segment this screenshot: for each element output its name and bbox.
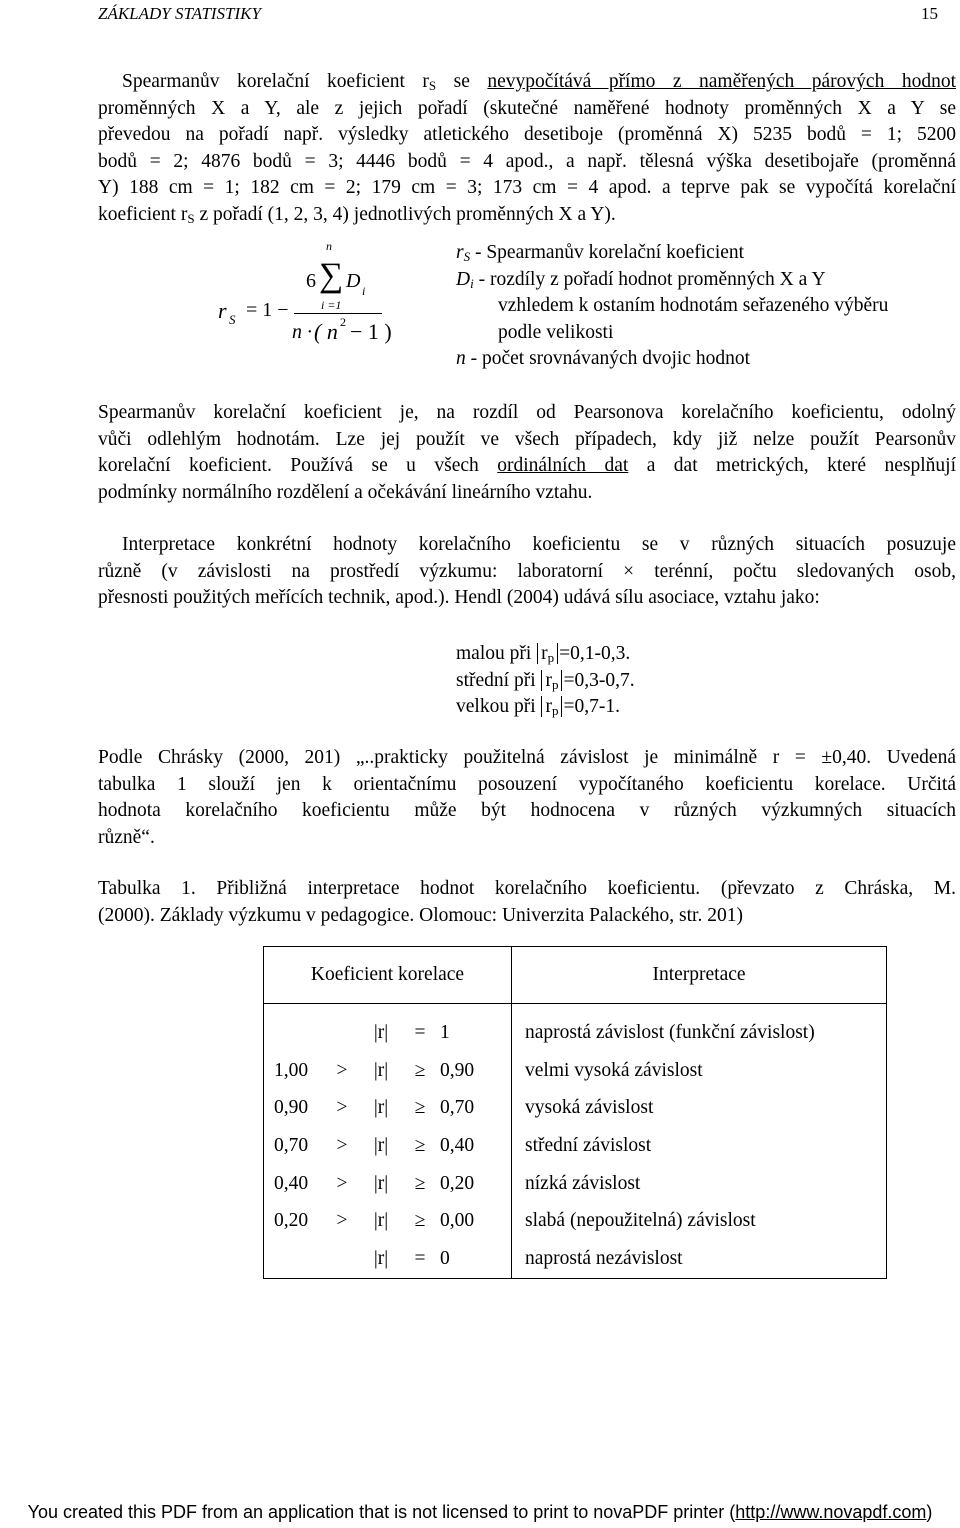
level-row: střední při $r_p =0,3-0,7$.	[456, 669, 635, 692]
text-line: korelační koeficient. Používá se u všech ordinálních dat a dat metrických, které nesplňují	[98, 455, 956, 476]
coefficient-cell: 0,70 > |r| ≥ 0,40	[264, 1127, 512, 1165]
coefficient-cell: 0,40 > |r| ≥ 0,20	[264, 1165, 512, 1203]
license-footer: You created this PDF from an application that is not licensed to print to novaPDF printer (http://www.novapdf.com)	[27, 1502, 933, 1522]
legend-row: $r_S$ - Spearmanův korelační koeficient	[456, 242, 745, 264]
paragraph-spearman-intro	[98, 69, 956, 228]
text-line: různě“.	[98, 826, 155, 848]
text-line: Spearmanův korelační koeficient je, na rozdíl od Pearsonova korelačního koeficientu, odolný	[98, 402, 956, 423]
text-line: proměnných X a Y, ale z jejich pořadí (skutečné naměřené hodnoty proměnných X a Y se	[98, 97, 956, 119]
fraction-bar	[294, 313, 382, 314]
text-line: Interpretace konkrétní hodnoty korelačního koeficientu se v různých situacích posuzuje	[122, 534, 956, 555]
level-row: malou při $r_p =0,1-0,3$.	[456, 643, 631, 665]
table-row	[264, 1089, 887, 1127]
text-line: hodnota korelačního koeficientu může být hodnocena v různých výzkumných situacích	[98, 800, 956, 821]
table-caption	[98, 876, 956, 929]
text-line: převedou na pořadí např. výsledky atletického desetiboje (proměnná X) 5235 bodů = 1; 5200	[98, 124, 956, 145]
text-line: Y) 188 cm = 1; 182 cm = 2; 179 cm = 3; 173 cm = 4 apod. a teprve pak se vypočítá korelační	[98, 177, 956, 198]
text-line: přesnosti použitých meřících technik, apod.). Hendl (2004) udává sílu asociace, vztahu jako:	[98, 587, 820, 608]
running-header-title: ZÁKLADY STATISTIKY	[98, 4, 261, 23]
paragraph-chraska	[98, 745, 956, 851]
legend-row: $D_i$ - rozdíly z pořadí hodnot proměnných X a Y	[456, 268, 826, 291]
table-header-row	[264, 947, 887, 1004]
coefficient-cell: 0,20 > |r| ≥ 0,00	[264, 1202, 512, 1240]
text-line: (2000). Základy výzkumu v pedagogice. Olomouc: Univerzita Palackého, str. 201)	[98, 904, 743, 926]
coefficient-cell: 1,00 > |r| ≥ 0,90	[264, 1052, 512, 1090]
underlined-phrase: nevypočítává přímo z naměřených párových hodnot	[487, 71, 956, 92]
legend-row: n - počet srovnávaných dvojic hodnot	[456, 348, 751, 369]
paragraph-interpretation	[98, 532, 956, 612]
text-line: vůči odlehlým hodnotám. Lze jej použít ve všech případech, kdy již nelze použít Pearsonův	[98, 428, 956, 450]
text-line: bodů = 2; 4876 bodů = 3; 4446 bodů = 4 apod., a např. tělesná výška desetibojaře (proměnná	[98, 150, 956, 172]
text-line: Spearmanův korelační koeficient $r_S$ se nevypočítává přímo z naměřených párových hodnot	[122, 71, 956, 93]
interpretation-cell: naprostá nezávislost	[525, 1247, 683, 1269]
paragraph-robustness	[98, 400, 956, 506]
interpretation-cell: nízká závislost	[525, 1172, 641, 1194]
interpretation-cell: velmi vysoká závislost	[525, 1059, 703, 1081]
legend-row: podle velikosti	[498, 321, 614, 343]
novapdf-link[interactable]: http://www.novapdf.com	[735, 1502, 927, 1522]
underlined-phrase: ordinálních dat	[497, 455, 629, 476]
interpretation-cell: slabá (nepoužitelná) závislost	[525, 1210, 756, 1232]
table-row	[264, 1202, 887, 1240]
association-levels	[456, 641, 635, 721]
interpretation-cell: vysoká závislost	[525, 1097, 654, 1119]
formula-legend	[456, 240, 888, 373]
text-line: Tabulka 1. Přibližná interpretace hodnot korelačního koeficientu. (převzato z Chráska, M.	[98, 878, 956, 899]
table-row	[264, 1004, 887, 1052]
text-line: koeficient $r_S$ z pořadí (1, 2, 3, 4) jednotlivých proměnných X a Y).	[98, 203, 616, 226]
coefficient-cell: 0,90 > |r| ≥ 0,70	[264, 1089, 512, 1127]
interpretation-cell: naprostá závislost (funkční závislost)	[525, 1021, 815, 1043]
legend-row: vzhledem k ostaním hodnotám seřazeného výběru	[498, 295, 889, 316]
coefficient-cell: |r| = 1	[264, 1004, 512, 1052]
table-row	[264, 1240, 887, 1278]
text-line: tabulka 1 slouží jen k orientačnímu posouzení vypočítaného koeficientu korelace. Určitá	[98, 773, 956, 795]
page-number: 15	[921, 4, 938, 23]
correlation-interpretation-table	[263, 946, 887, 1279]
column-header: Interpretace	[512, 947, 887, 1004]
text-line: Podle Chrásky (2000, 201) „..prakticky použitelná závislost je minimálně r = ±0,40. Uvedená	[98, 747, 956, 768]
spearman-formula: r S = 1 − 6 ∑ n D i i =1 n · ( n 2 − 1 )	[218, 239, 392, 344]
table-row	[264, 1165, 887, 1203]
interpretation-cell: střední závislost	[525, 1134, 652, 1156]
text-line: různě (v závislosti na prostředí výzkumu: laboratorní × terénní, počtu sledovaných osob,	[98, 560, 956, 582]
coefficient-cell: |r| = 0	[264, 1240, 512, 1278]
table-row	[264, 1127, 887, 1165]
level-row: velkou při $r_p =0,7-1$.	[456, 696, 620, 718]
text-line: podmínky normálního rozdělení a očekávání lineárního vztahu.	[98, 481, 593, 503]
column-header: Koeficient korelace	[264, 947, 512, 1004]
table-row	[264, 1052, 887, 1090]
